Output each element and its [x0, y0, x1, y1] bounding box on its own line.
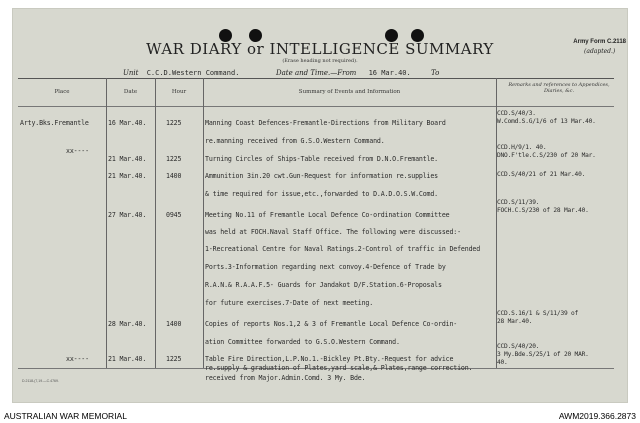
entry-date: 21 Mar.40.: [108, 355, 147, 363]
entry-date: 21 Mar.40.: [108, 155, 147, 163]
entry-hour: 1225: [166, 119, 182, 127]
remark-line: CCD.S/11/39.: [497, 199, 540, 206]
column-header-remarks: Remarks and references to Appendices, Diaries, &c.: [508, 82, 610, 94]
entry-date: 27 Mar.40.: [108, 211, 147, 219]
entry-place: Arty.Bks.Fremantle: [20, 119, 89, 127]
entry-text: Table Fire Direction,L.P.No.1.-Bickley Pt.Bty.-Request for advice: [205, 355, 454, 363]
unit-label: Unit: [123, 69, 139, 77]
column-divider: [203, 78, 204, 368]
form-id: [573, 38, 626, 56]
entry-hour: 1225: [166, 355, 182, 363]
footer-source: AUSTRALIAN WAR MEMORIAL: [4, 411, 127, 421]
remark-line: 28 Mar.40.: [497, 318, 533, 325]
column-divider: [155, 78, 156, 368]
remark-line: CCD.H/9/1. 40.: [497, 144, 547, 151]
entry-text: Ports.3-Information regarding next convoy.4-Defence of Trade by: [205, 263, 446, 271]
entry-text: R.A.N.& R.A.A.F.5- Guards for Jandakot D/F.Station.6-Proposals: [205, 281, 442, 289]
column-header-date: Date: [123, 89, 138, 95]
entry-text: re.manning received from G.S.O.Western Command.: [205, 137, 385, 145]
entry-text: received from Major.Admin.Comd. 3 My. Bde.: [205, 374, 366, 382]
entry-text: Meeting No.11 of Fremantle Local Defence Co-ordination Committee: [205, 211, 450, 219]
table-top-rule: [18, 78, 614, 79]
entry-text: Turning Circles of Ships-Table received from D.N.O.Fremantle.: [205, 155, 439, 163]
remark-line: CCD.S.16/1 & S/11/39 of: [497, 310, 579, 317]
page-title: WAR DIARY or INTELLIGENCE SUMMARY: [146, 40, 494, 58]
remark-line: DNO.F'tle.C.S/230 of 20 Mar.: [497, 152, 596, 159]
entry-text: Manning Coast Defences-Fremantle-Directions from Military Board: [205, 119, 446, 127]
unit-line: [123, 69, 239, 77]
entry-text: ation Committee forwarded to G.S.O.Western Command.: [205, 338, 400, 346]
footer: [0, 410, 640, 423]
from-value: 16 Mar.40.: [368, 69, 411, 77]
entry-text: re.supply & graduation of Plates,yard scale,& Plates,range correction.: [205, 364, 473, 372]
entry-text: for future exercises.7-Date of next meeting.: [205, 299, 374, 307]
entry-hour: 0945: [166, 211, 182, 219]
remark-line: 40.: [497, 359, 508, 366]
column-header-summary: Summary of Events and Information: [298, 89, 401, 95]
remark-line: CCD.S/40/21 of 21 Mar.40.: [497, 171, 586, 178]
column-header-hour: Hour: [171, 89, 187, 95]
entry-hour: 1225: [166, 155, 182, 163]
to-label: To: [430, 69, 440, 77]
form-sub: (adapted.): [584, 48, 616, 55]
entry-place: xx----: [66, 355, 89, 363]
entry-hour: 1400: [166, 172, 182, 180]
entry-text: 1-Recreational Centre for Naval Ratings.2-Control of traffic in Defended: [205, 245, 481, 253]
column-header-place: Place: [54, 89, 70, 95]
entry-hour: 1400: [166, 320, 182, 328]
entry-date: 21 Mar.40.: [108, 172, 147, 180]
remark-line: 3 My.Bde.S/25/1 of 20 MAR.: [497, 351, 589, 358]
footer-reference: AWM2019.366.2873: [558, 411, 636, 421]
entry-date: 16 Mar.40.: [108, 119, 147, 127]
remark-line: CCD.S/40/20.: [497, 343, 540, 350]
header-rule: [18, 106, 614, 107]
form-number: Army Form C.2118: [573, 39, 626, 45]
datetime-label: Date and Time.—From: [276, 69, 357, 77]
entry-text: & time required for issue,etc.,forwarded to D.A.D.O.S.W.Comd.: [205, 190, 439, 198]
entry-text: Ammunition 3in.20 cwt.Gun-Request for information re.supplies: [205, 172, 439, 180]
remark-line: W.Comd.S.G/1/6 of 13 Mar.40.: [497, 118, 596, 125]
entry-text: Copies of reports Nos.1,2 & 3 of Fremantle Local Defence Co-ordin-: [205, 320, 458, 328]
print-spec: D.2118-(7,19.—C.4769.: [22, 379, 59, 383]
datetime-line: [276, 69, 439, 77]
column-divider: [106, 78, 107, 368]
entry-text: was held at FOCH.Naval Staff Office. The following were discussed:-: [205, 228, 461, 236]
erase-note: (Erase heading not required).: [282, 58, 358, 64]
entry-place: xx----: [66, 147, 89, 155]
entry-date: 28 Mar.40.: [108, 320, 147, 328]
remark-line: CCD.S/40/3.: [497, 110, 536, 117]
remark-line: FOCH.C.S/230 of 28 Mar.40.: [497, 207, 589, 214]
unit-value: C.C.D.Western Command.: [146, 69, 240, 77]
